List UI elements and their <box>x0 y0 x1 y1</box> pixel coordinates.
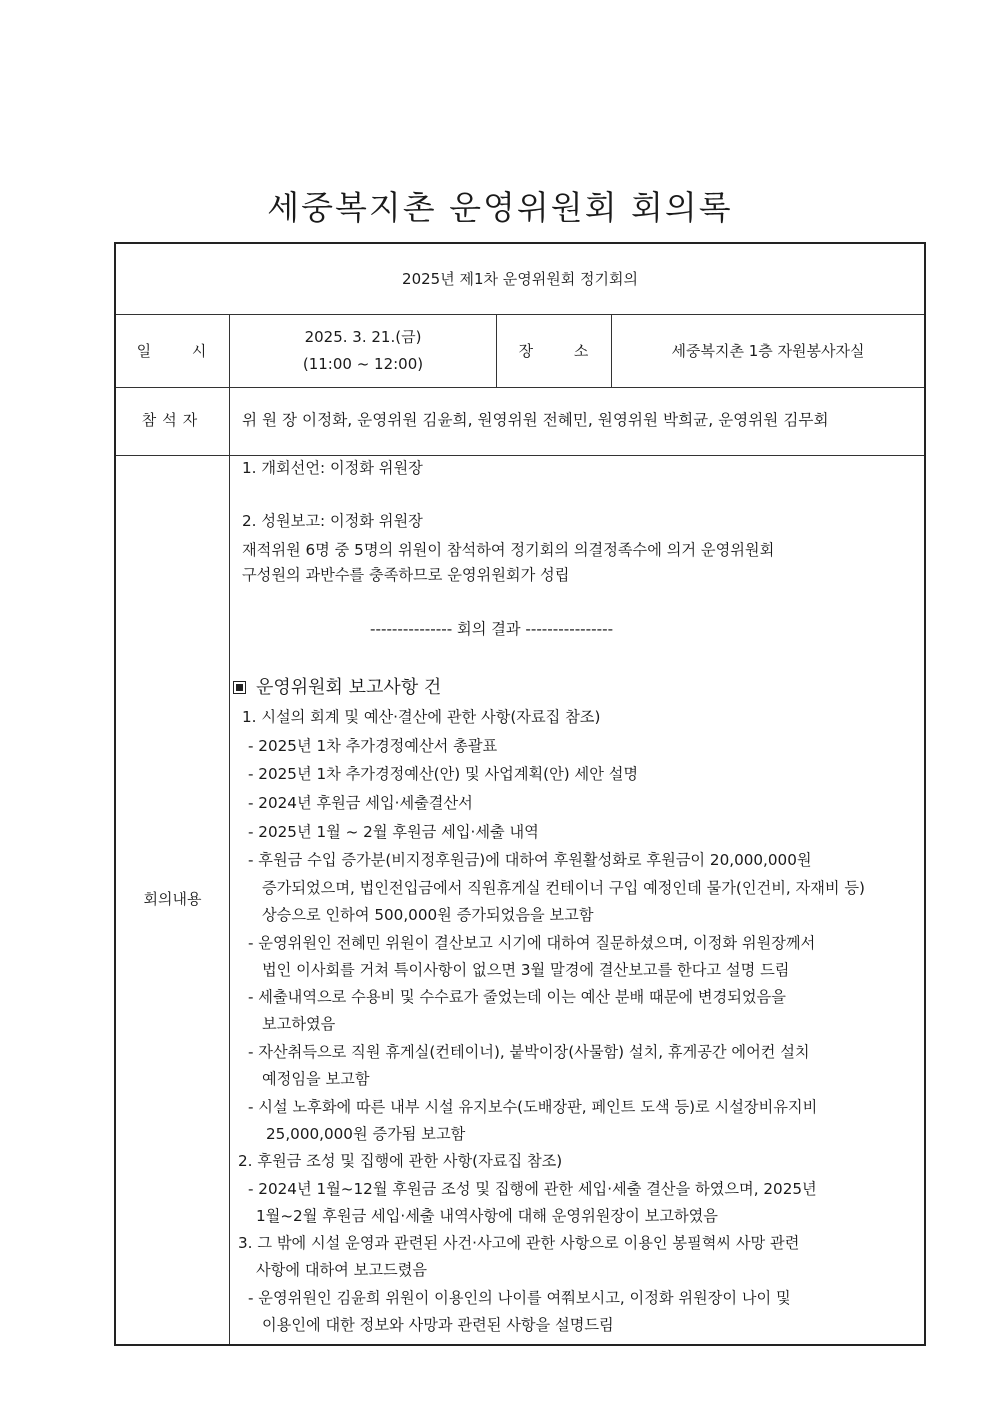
quorum-text: 재적위원 6명 중 5명의 위원이 참석하여 정기회의 의결정족수에 의거 운영위원회 <box>242 541 775 559</box>
document-title: 세중복지촌 운영위원회 회의록 <box>267 188 733 227</box>
agenda-bullet: - 2025년 1차 추가경정예산서 총괄표 <box>248 737 498 755</box>
agenda-bullet: - 2024년 후원금 세입·세출결산서 <box>248 794 473 812</box>
date-value-line2: (11:00 ~ 12:00) <box>302 355 424 373</box>
attendees-label: 참석자 <box>141 411 204 429</box>
date-label: 일 시 <box>136 342 225 360</box>
attendees-value: 위 원 장 이정화, 운영위원 김윤희, 원영위원 전혜민, 원영위원 박희균, 운영위원 김무회 <box>242 411 829 429</box>
section-heading <box>233 673 441 699</box>
agenda-bullet: - 후원금 수입 증가분(비지정후원금)에 대하여 후원활성화로 후원금이 20,000,000원 <box>248 851 812 869</box>
agenda-bullet: - 운영위원인 김윤희 위원이 이용인의 나이를 여쭤보시고, 이정화 위원장이 나이 및 <box>248 1289 791 1307</box>
section-heading-text: 운영위원회 보고사항 건 <box>256 677 442 698</box>
place-value: 세중복지촌 1층 자원봉사자실 <box>671 342 865 360</box>
place-label: 장 소 <box>518 342 607 360</box>
agenda-bullet-cont: 보고하였음 <box>262 1015 336 1033</box>
quorum-text: 구성원의 과반수를 충족하므로 운영위원회가 성립 <box>242 566 570 584</box>
agenda-bullet-cont: 이용인에 대한 정보와 사망과 관련된 사항을 설명드림 <box>262 1316 614 1334</box>
agenda-bullet: - 2025년 1차 추가경정예산(안) 및 사업계획(안) 세안 설명 <box>248 765 639 783</box>
column-divider <box>229 314 230 1344</box>
agenda-bullet-cont: 1월~2월 후원금 세입·세출 내역사항에 대해 운영위원장이 보고하였음 <box>256 1207 718 1225</box>
filled-square-icon <box>233 681 246 694</box>
agenda-bullet: - 시설 노후화에 따른 내부 시설 유지보수(도배장판, 페인트 도색 등)로 시설장비유지비 <box>248 1098 818 1116</box>
opening-line: 1. 개회선언: 이정화 위원장 <box>242 459 423 477</box>
row-divider <box>116 314 924 315</box>
agenda-item: 1. 시설의 회계 및 예산·결산에 관한 사항(자료집 참조) <box>242 708 601 726</box>
agenda-item: 2. 후원금 조성 및 집행에 관한 사항(자료집 참조) <box>238 1152 563 1170</box>
column-divider <box>496 314 497 387</box>
row-divider <box>116 387 924 388</box>
agenda-bullet-cont: 증가되었으며, 법인전입금에서 직원휴게실 컨테이너 구입 예정인데 물가(인건비, 자재비 등) <box>262 879 865 897</box>
agenda-bullet-cont: 예정임을 보고함 <box>262 1070 370 1088</box>
agenda-bullet: - 운영위원인 전혜민 위원이 결산보고 시기에 대하여 질문하셨으며, 이정화 위원장께서 <box>248 934 816 952</box>
agenda-item: 3. 그 밖에 시설 운영과 관련된 사건·사고에 관한 사항으로 이용인 봉필혁씨 사망 관련 <box>238 1234 800 1252</box>
agenda-bullet: - 2025년 1월 ~ 2월 후원금 세입·세출 내역 <box>248 823 539 841</box>
agenda-bullet: - 세출내역으로 수용비 및 수수료가 줄었는데 이는 예산 분배 때문에 변경되었음을 <box>248 988 786 1006</box>
agenda-bullet-cont: 25,000,000원 증가됨 보고함 <box>266 1125 466 1143</box>
content-label: 회의내용 <box>143 890 202 908</box>
results-divider: --------------- 회의 결과 ---------------- <box>370 620 614 638</box>
agenda-bullet-cont: 법인 이사회를 거쳐 특이사항이 없으면 3월 말경에 결산보고를 한다고 설명 드림 <box>262 961 790 979</box>
date-value-line1: 2025. 3. 21.(금) <box>304 328 422 346</box>
agenda-item-cont: 사항에 대하여 보고드렸음 <box>256 1261 428 1279</box>
agenda-bullet: - 2024년 1월~12월 후원금 조성 및 집행에 관한 세입·세출 결산을 하였으며, 2025년 <box>248 1180 817 1198</box>
row-divider <box>116 455 924 456</box>
meeting-name: 2025년 제1차 운영위원회 정기회의 <box>402 270 638 288</box>
agenda-bullet-cont: 상승으로 인하여 500,000원 증가되었음을 보고함 <box>262 906 594 924</box>
agenda-bullet: - 자산취득으로 직원 휴게실(컨테이너), 붙박이장(사물함) 설치, 휴게공간 에어컨 설치 <box>248 1043 810 1061</box>
quorum-heading: 2. 성원보고: 이정화 위원장 <box>242 512 423 530</box>
